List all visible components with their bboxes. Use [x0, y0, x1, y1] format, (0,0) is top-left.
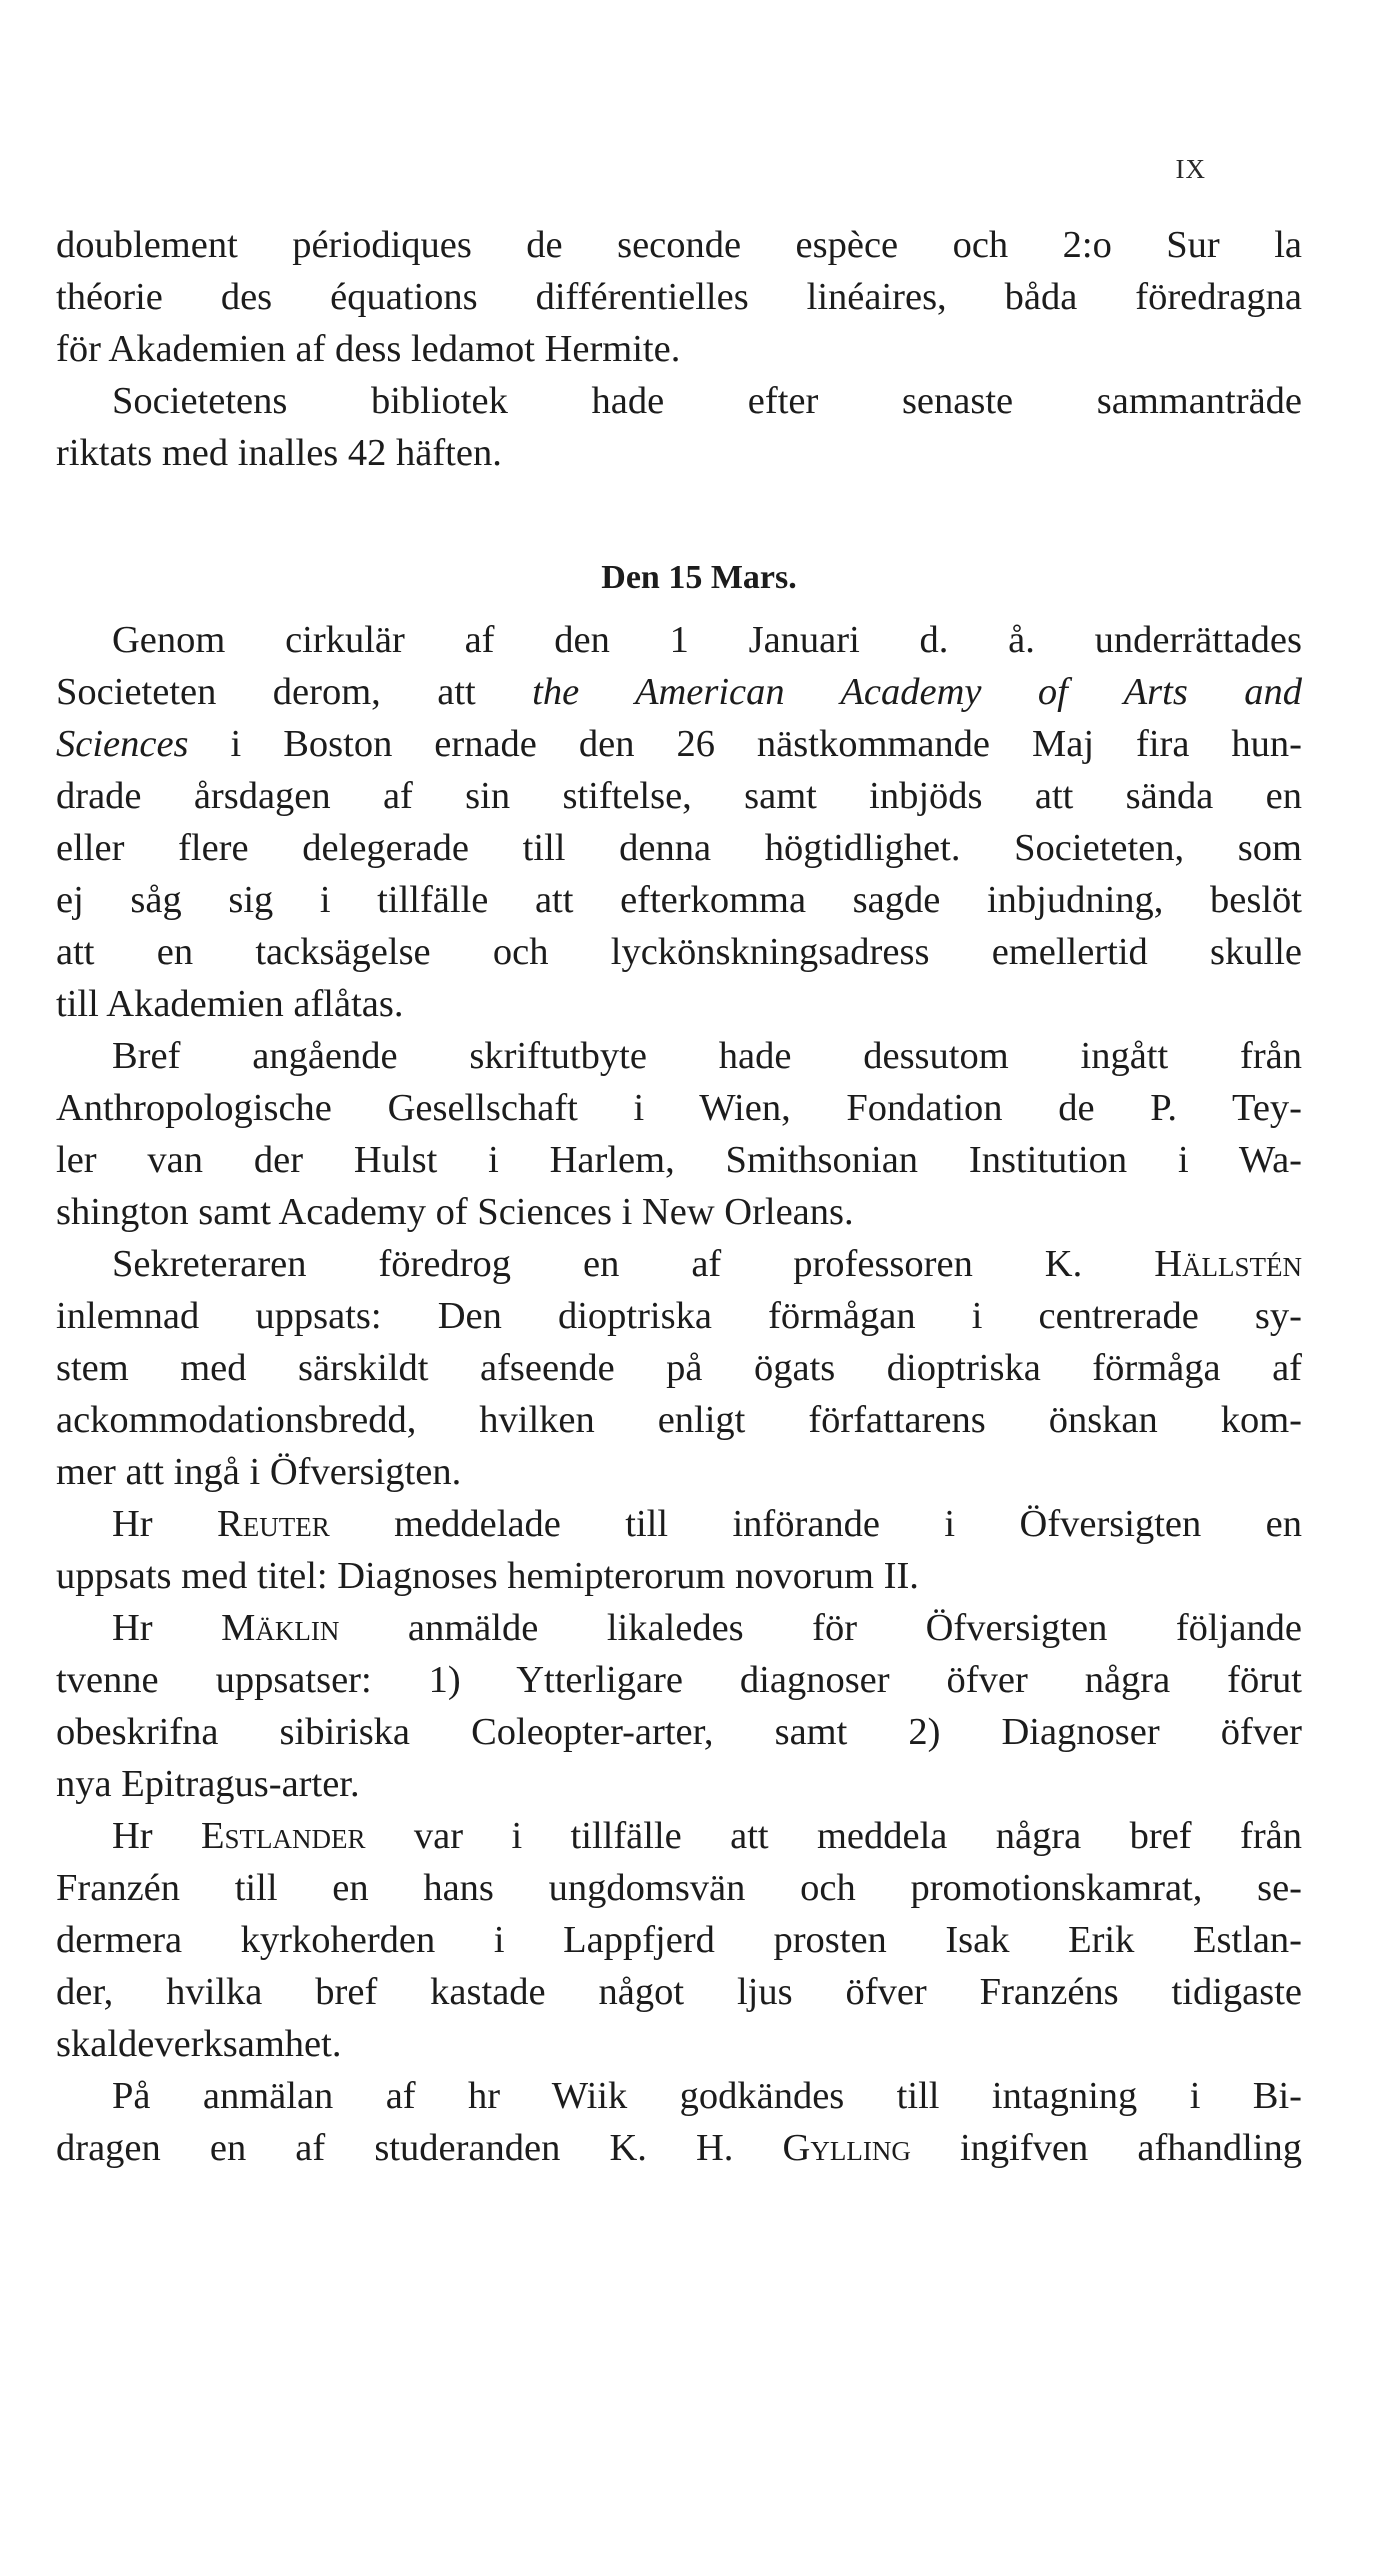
text-line — [112, 1602, 1302, 1654]
text-line: mer att ingå i Öfversigten. — [56, 1451, 462, 1493]
text-line — [56, 718, 1302, 770]
text-line: stem med särskildt afseende på ögats dioptriska förmåga af — [56, 1347, 1302, 1389]
text-line: inlemnad uppsats: Den dioptriska förmågan i centrerade sy- — [56, 1295, 1302, 1337]
text-line: Anthropologische Gesellschaft i Wien, Fondation de P. Tey- — [56, 1087, 1302, 1129]
author-name: Estlander — [201, 1815, 366, 1857]
text-line: riktats med inalles 42 häften. — [56, 432, 502, 474]
text-line-part: Sekreteraren föredrog en af professoren K. — [112, 1243, 1155, 1285]
text-line: Bref angående skriftutbyte hade dessutom ingått från — [112, 1035, 1302, 1077]
text-line-part: i Boston ernade den 26 nästkommande Maj fira hun- — [188, 723, 1302, 765]
text-line-part: Societeten derom, att — [56, 671, 533, 713]
text-line: ler van der Hulst i Harlem, Smithsonian Institution i Wa- — [56, 1139, 1302, 1181]
text-line: för Akademien af dess ledamot Hermite. — [56, 328, 681, 370]
text-line: shington samt Academy of Sciences i New Orleans. — [56, 1191, 854, 1233]
text-line: der, hvilka bref kastade något ljus öfver Franzéns tidigaste — [56, 1971, 1302, 2013]
text-line — [56, 2122, 1302, 2174]
text-line: På anmälan af hr Wiik godkändes till intagning i Bi- — [112, 2075, 1302, 2117]
italic-text: the American Academy of Arts and — [532, 671, 1302, 713]
text-line: Franzén till en hans ungdomsvän och promotionskamrat, se- — [56, 1867, 1302, 1909]
text-line: doublement périodiques de seconde espèce och 2:o Sur la — [56, 224, 1302, 266]
text-line — [56, 666, 1302, 718]
text-line-part: ingifven afhandling — [910, 2127, 1302, 2169]
text-line: till Akademien aflåtas. — [56, 983, 404, 1025]
author-name: Gylling — [782, 2127, 911, 2169]
text-line — [112, 1238, 1302, 1290]
text-line: obeskrifna sibiriska Coleopter-arter, samt 2) Diagnoser öfver — [56, 1711, 1302, 1753]
text-line: ackommodationsbredd, hvilken enligt författarens önskan kom- — [56, 1399, 1302, 1441]
text-line: eller flere delegerade till denna högtidlighet. Societeten, som — [56, 827, 1302, 869]
text-line-part: Hr — [112, 1815, 202, 1857]
text-line: att en tacksägelse och lyckönskningsadress emellertid skulle — [56, 931, 1302, 973]
text-line: théorie des équations différentielles linéaires, båda föredragna — [56, 276, 1302, 318]
text-line-part: dragen en af studeranden K. H. — [56, 2127, 783, 2169]
author-name: Mäklin — [221, 1607, 340, 1649]
text-line-part: Hr — [112, 1607, 222, 1649]
text-line-part: anmälde likaledes för Öfversigten följande — [339, 1607, 1303, 1649]
italic-text: Sciences — [56, 723, 189, 765]
text-line — [112, 1810, 1302, 1862]
text-line: Societetens bibliotek hade efter senaste sammanträde — [112, 380, 1302, 422]
text-line: Genom cirkulär af den 1 Januari d. å. underrättades — [112, 619, 1302, 661]
text-line: ej såg sig i tillfälle att efterkomma sagde inbjudning, beslöt — [56, 879, 1302, 921]
page-number: IX — [1175, 154, 1206, 184]
author-name: Hällstén — [1154, 1243, 1302, 1285]
text-line: nya Epitragus-arter. — [56, 1763, 360, 1805]
text-line-part: meddelade till införande i Öfversigten en — [329, 1503, 1303, 1545]
text-line-part: var i tillfälle att meddela några bref från — [365, 1815, 1302, 1857]
text-line: uppsats med titel: Diagnoses hemipterorum novorum II. — [56, 1555, 919, 1597]
text-line: skaldeverksamhet. — [56, 2023, 342, 2065]
author-name: Reuter — [217, 1503, 330, 1545]
text-line — [112, 1498, 1302, 1550]
text-line: tvenne uppsatser: 1) Ytterligare diagnoser öfver några förut — [56, 1659, 1302, 1701]
text-line-part: Hr — [112, 1503, 218, 1545]
text-line: drade årsdagen af sin stiftelse, samt inbjöds att sända en — [56, 775, 1302, 817]
text-line: dermera kyrkoherden i Lappfjerd prosten Isak Erik Estlan- — [56, 1919, 1302, 1961]
section-heading: Den 15 Mars. — [601, 559, 797, 596]
